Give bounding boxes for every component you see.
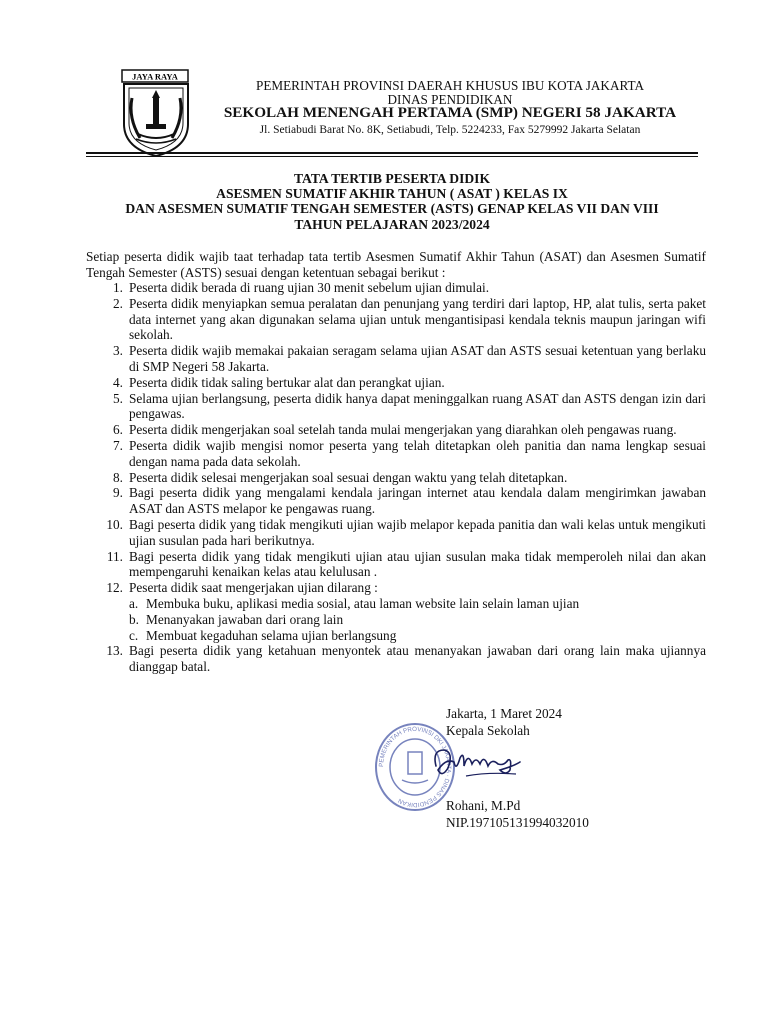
rules-list [86, 280, 706, 675]
rule-item: 7. Peserta didik wajib mengisi nomor peserta yang telah ditetapkan oleh panitia dan nama lengkap sesuai dengan nama pada data sekolah. [113, 437, 706, 469]
letterhead-department: DINAS PENDIDIKAN [387, 92, 513, 107]
rule-item: 9. Bagi peserta didik yang mengalami kendala jaringan internet atau kendala dalam mengirimkan jawaban ASAT dan ASTS melapor ke pengawas ruang. [113, 485, 706, 517]
letterhead-divider-thick [86, 152, 698, 154]
signature-place-date: Jakarta, 1 Maret 2024 [446, 706, 562, 721]
rule-item: 6. Peserta didik mengerjakan soal setelah tanda mulai mengerjakan yang diarahkan oleh pengawas ruang. [113, 422, 677, 438]
document-title [40, 171, 744, 232]
title-line-2: ASESMEN SUMATIF AKHIR TAHUN ( ASAT ) KELAS IX [216, 186, 568, 202]
stamp-text: PEMERINTAH PROVINSI DKI JAKARTA · DINAS PENDIDIKAN [377, 725, 453, 809]
jaya-raya-logo [116, 68, 196, 158]
rule-item: 13. Bagi peserta didik yang ketahuan menyontek atau menanyakan jawaban dari orang lain maka ujiannya dianggap batal. [106, 643, 706, 675]
rule-item: 10. Bagi peserta didik yang tidak mengikuti ujian wajib melapor kepada panitia dan wali kelas untuk mengikuti ujian susulan pada hari berikutnya. [106, 516, 706, 548]
letterhead-school-name: SEKOLAH MENENGAH PERTAMA (SMP) NEGERI 58 JAKARTA [223, 104, 677, 121]
prohibition-item: b. Menanyakan jawaban dari orang lain [129, 611, 344, 627]
signatory-nip: NIP.197105131994032010 [446, 815, 589, 830]
title-line-3: DAN ASESMEN SUMATIF TENGAH SEMESTER (ASTS) GENAP KELAS VII DAN VIII [125, 201, 659, 217]
logo-banner-text: JAYA RAYA [132, 71, 178, 82]
rule-item: 8. Peserta didik selesai mengerjakan soal sesuai dengan waktu yang telah ditetapkan. [113, 469, 568, 485]
prohibitions-list [129, 596, 706, 643]
letterhead-divider-thin [86, 156, 698, 157]
intro-paragraph: Setiap peserta didik wajib taat terhadap tata tertib Asesmen Sumatif Akhir Tahun (ASAT) dan Asesmen Sumatif Tengah Semester (ASTS) sesuai dengan ketentuan sebagai berikut : [86, 249, 706, 280]
rule-item: 4. Peserta didik tidak saling bertukar alat dan perangkat ujian. [113, 374, 445, 390]
signatory-name: Rohani, M.Pd [446, 798, 521, 813]
title-line-1: TATA TERTIB PESERTA DIDIK [293, 171, 491, 186]
prohibition-item: c. Membuat kegaduhan selama ujian berlangsung [129, 627, 397, 643]
rule-item: 12. Peserta didik saat mengerjakan ujian dilarang : a. Membuka buku, aplikasi media sosial, atau laman website lain selain laman ujian b. Menanyakan jawaban dari orang lain c. Membuat kegaduhan selama ujian berlangsung [86, 580, 706, 643]
letterhead-address: Jl. Setiabudi Barat No. 8K, Setiabudi, Telp. 5224233, Fax 5279992 Jakarta Selatan [259, 124, 641, 136]
rule-item: 5. Selama ujian berlangsung, peserta didik hanya dapat meninggalkan ruang ASAT dan ASTS dengan izin dari pengawas. [113, 390, 706, 422]
rule-item: 11. Bagi peserta didik yang tidak mengikuti ujian atau ujian susulan maka tidak memperoleh nilai dan akan mempengaruhi kenaikan kelas atau kelulusan . [106, 548, 706, 580]
handwritten-signature [428, 736, 524, 792]
letterhead-government: PEMERINTAH PROVINSI DAERAH KHUSUS IBU KOTA JAKARTA [255, 78, 645, 93]
rule-item: 1. Peserta didik berada di ruang ujian 30 menit sebelum ujian dimulai. [113, 280, 490, 295]
rule-item: 2. Peserta didik menyiapkan semua peralatan dan penunjang yang terdiri dari laptop, HP, alat tulis, serta paket data internet yang akan digunakan selama ujian untuk mengantisipasi kendala teknis maupun jaringan wifi sekolah. [113, 295, 706, 343]
prohibition-item: a. Membuka buku, aplikasi media sosial, atau laman website lain selain laman ujian [129, 595, 580, 611]
title-line-4: TAHUN PELAJARAN 2023/2024 [294, 216, 490, 232]
rule-item: 3. Peserta didik wajib memakai pakaian seragam selama ujian ASAT dan ASTS sesuai ketentuan yang berlaku di SMP Negeri 58 Jakarta. [113, 343, 706, 374]
signature-role: Kepala Sekolah [446, 723, 530, 738]
